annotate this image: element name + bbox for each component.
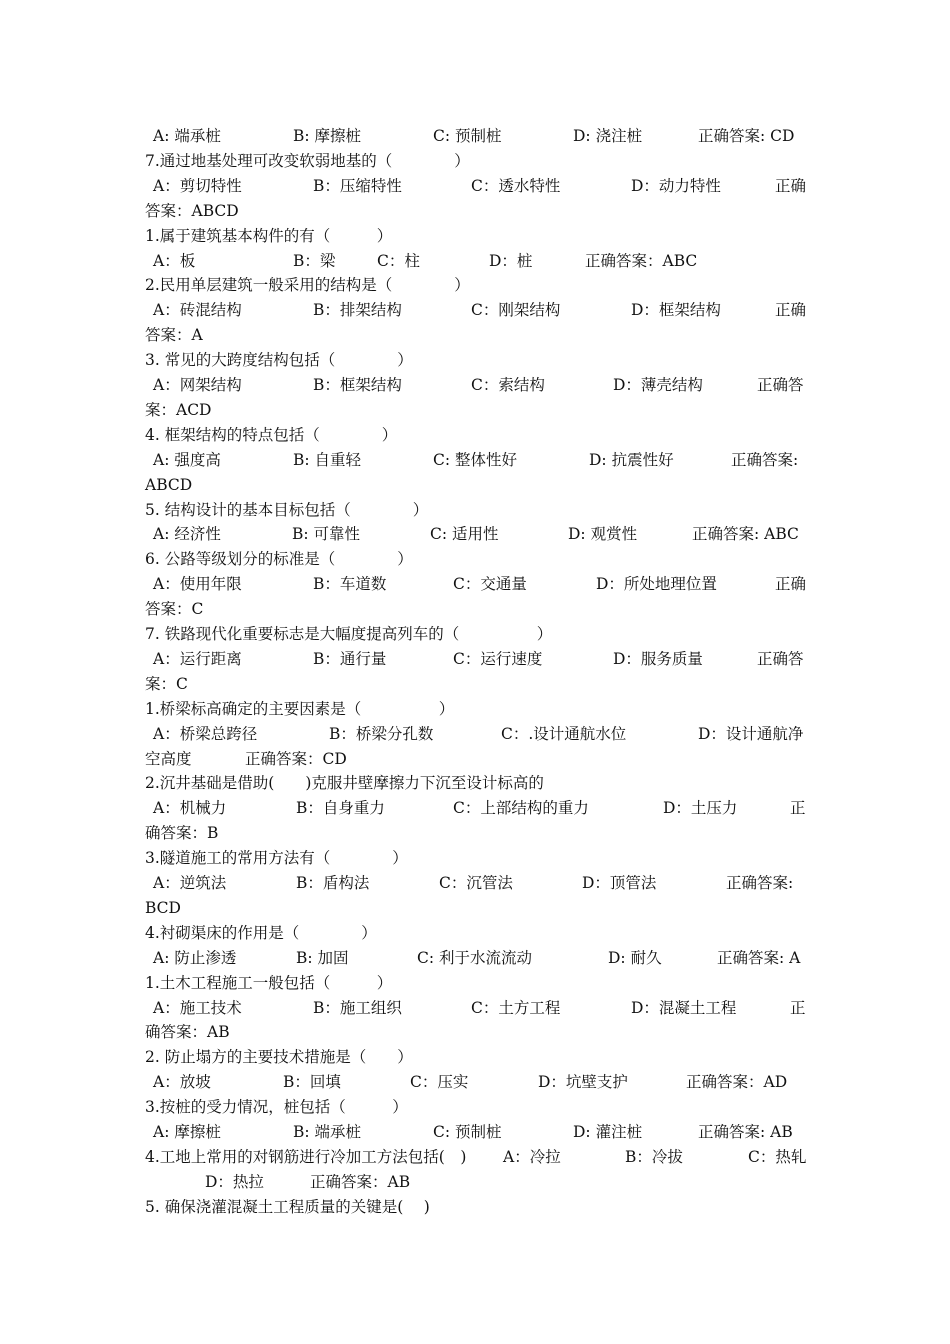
text-segment: 正确答案：AB [310,1172,411,1191]
text-segment: C：.设计通航水位 [501,724,627,743]
text-segment: B：桥梁分孔数 [329,724,434,743]
text-line [145,323,807,348]
text-segment: 6. 公路等级划分的标准是（ ） [145,550,413,569]
text-segment: C: 预制桩 [433,1123,502,1141]
text-segment: 答案：C [145,600,204,619]
text-segment: 7.通过地基处理可改变软弱地基的（ ） [145,151,470,170]
text-segment: B：冷拔 [625,1147,683,1166]
text-segment: C：透水特性 [471,176,561,195]
text-segment: A：施工技术 [153,998,242,1017]
text-segment: 正确答案：AD [686,1073,788,1092]
text-segment: 正确答 [757,376,804,394]
text-line [145,1145,807,1170]
text-segment: 正确 [775,176,807,195]
text-segment: B: 端承桩 [293,1123,362,1141]
text-segment: A：网架结构 [153,376,242,394]
text-segment: A：放坡 [153,1073,211,1092]
text-segment: 2. 防止塌方的主要技术措施是（ ） [145,1048,413,1067]
text-segment: D: 耐久 [608,948,662,967]
text-line [145,846,807,871]
text-segment: A：运行距离 [153,649,242,668]
text-line [145,348,807,373]
text-segment: D：设计通航净 [698,724,804,743]
text-line [145,224,807,249]
text-line [145,398,807,423]
text-segment: 正确答案: [726,874,794,892]
text-segment: 正确答案: A [717,948,801,967]
text-segment: 确答案：AB [145,1023,230,1042]
text-segment: C: 整体性好 [433,450,518,469]
text-segment: A: 经济性 [153,525,221,544]
text-line [145,423,807,448]
text-line [145,1120,807,1145]
text-segment: B: 加固 [296,948,349,967]
text-segment: D：动力特性 [631,176,721,195]
text-segment: B：盾构法 [296,874,370,892]
text-segment: D: 浇注桩 [573,127,643,145]
text-segment: D：土压力 [663,799,738,818]
text-segment: 3.按桩的受力情况，桩包括（ ） [145,1098,408,1117]
text-segment: D：薄壳结构 [613,376,703,394]
text-segment: D：坑壁支护 [538,1073,628,1092]
text-line [145,672,807,697]
text-segment: 4.工地上常用的对钢筋进行冷加工方法包括( ) [145,1147,467,1166]
text-segment: A: 端承桩 [153,127,221,145]
text-segment: 正 [790,799,806,818]
text-line [145,1020,807,1045]
text-segment: 2.民用单层建筑一般采用的结构是（ ） [145,276,470,295]
text-segment: D：所处地理位置 [596,575,717,594]
text-segment: B：车道数 [313,575,387,594]
text-line [145,572,807,597]
text-segment: A：板 [153,251,196,270]
text-line [145,996,807,1021]
text-segment: 正确答案: [731,450,799,469]
text-segment: 7. 铁路现代化重要标志是大幅度提高列车的（ ） [145,625,553,643]
text-line [145,547,807,572]
text-segment: 确答案：B [145,824,219,843]
text-segment: 3.隧道施工的常用方法有（ ） [145,849,408,868]
text-line [145,871,807,896]
text-segment: B：压缩特性 [313,176,402,195]
text-segment: A：剪切特性 [153,176,242,195]
text-line [145,821,807,846]
text-segment: C：压实 [410,1073,469,1092]
text-segment: C：运行速度 [453,649,543,668]
text-segment: 正确答案：CD [245,749,347,768]
text-segment: D：桩 [489,251,533,270]
text-segment: A: 强度高 [153,450,221,469]
text-segment: C：刚架结构 [471,301,561,320]
text-segment: B：梁 [293,251,336,270]
text-segment: A：逆筑法 [153,874,227,892]
text-line [145,1170,807,1195]
text-segment: 正确答案: CD [698,127,795,145]
text-line [145,1095,807,1120]
text-segment: 案：ACD [145,400,212,419]
text-segment: 1.属于建筑基本构件的有（ ） [145,226,393,245]
text-segment: 正确答案: AB [698,1123,793,1141]
text-segment: C：土方工程 [471,998,561,1017]
text-segment: D：混凝土工程 [631,998,737,1017]
text-line [145,448,807,473]
text-segment: 2.沉井基础是借助( )克服井壁摩擦力下沉至设计标高的 [145,774,544,793]
text-segment: 空高度 [145,749,192,768]
text-line [145,747,807,772]
text-segment: C：热轧 [748,1147,807,1166]
text-segment: 5. 确保浇灌混凝土工程质量的关键是( ) [145,1197,430,1216]
text-segment: 正确答 [757,649,804,668]
text-segment: B：通行量 [313,649,387,668]
text-line [145,522,807,547]
text-segment: B：自身重力 [296,799,385,818]
text-segment: 正确答案: ABC [692,525,799,544]
text-line [145,647,807,672]
text-segment: D：框架结构 [631,301,721,320]
text-line [145,1045,807,1070]
text-segment: 案：C [145,674,188,693]
text-segment: C：交通量 [453,575,527,594]
text-line [145,1195,807,1220]
text-segment: BCD [145,898,181,917]
text-line [145,771,807,796]
text-segment: C: 利于水流流动 [417,948,533,967]
text-segment: 4. 框架结构的特点包括（ ） [145,425,398,444]
text-line [145,298,807,323]
text-line [145,273,807,298]
text-line [145,697,807,722]
text-segment: B: 可靠性 [292,525,361,544]
text-segment: C: 预制桩 [433,127,502,145]
text-segment: 正确 [775,301,807,320]
text-segment: B：框架结构 [313,376,402,394]
text-line [145,722,807,747]
text-segment: 答案：ABCD [145,201,239,220]
text-segment: D: 观赏性 [568,525,638,544]
text-segment: A：使用年限 [153,575,242,594]
text-segment: B：施工组织 [313,998,402,1017]
text-segment: A：砖混结构 [153,301,242,320]
text-segment: 5. 结构设计的基本目标包括（ ） [145,500,429,519]
text-segment: 1.桥梁标高确定的主要因素是（ ） [145,699,455,718]
text-segment: C：沉管法 [439,874,513,892]
text-line [145,174,807,199]
text-line [145,946,807,971]
text-line [145,622,807,647]
text-line [145,896,807,921]
text-segment: C：柱 [377,251,420,270]
text-segment: C：上部结构的重力 [453,799,589,818]
text-segment: B: 自重轻 [293,450,362,469]
text-segment: 正确答案：ABC [585,251,698,270]
text-segment: ABCD [145,475,193,494]
text-segment: A: 防止渗透 [153,948,237,967]
text-segment: D: 灌注桩 [573,1123,643,1141]
text-line [145,597,807,622]
text-segment: A: 摩擦桩 [153,1123,221,1141]
text-segment: 1.土木工程施工一般包括（ ） [145,973,393,992]
text-segment: A：机械力 [153,799,227,818]
text-segment: 3. 常见的大跨度结构包括（ ） [145,351,413,370]
text-line [145,124,807,149]
text-line [145,498,807,523]
text-line [145,249,807,274]
text-segment: A：桥梁总跨径 [153,724,258,743]
text-segment: B: 摩擦桩 [293,127,362,145]
text-segment: C: 适用性 [430,525,499,544]
text-segment: A：冷拉 [503,1147,561,1166]
text-segment: B：回填 [283,1073,341,1092]
text-line [145,473,807,498]
text-line [145,149,807,174]
text-line [145,796,807,821]
text-segment: D: 抗震性好 [589,450,674,469]
text-line [145,199,807,224]
text-segment: B：排架结构 [313,301,402,320]
text-segment: 4.衬砌渠床的作用是（ ） [145,923,377,942]
text-segment: D：热拉 [205,1172,264,1191]
text-segment: 正确 [775,575,807,594]
text-line [145,1070,807,1095]
text-segment: 正 [790,998,806,1017]
text-line [145,373,807,398]
text-line [145,971,807,996]
text-segment: C：索结构 [471,376,545,394]
text-segment: 答案：A [145,326,203,345]
text-segment: D：顶管法 [582,874,657,892]
text-line [145,921,807,946]
text-segment: D：服务质量 [613,649,703,668]
